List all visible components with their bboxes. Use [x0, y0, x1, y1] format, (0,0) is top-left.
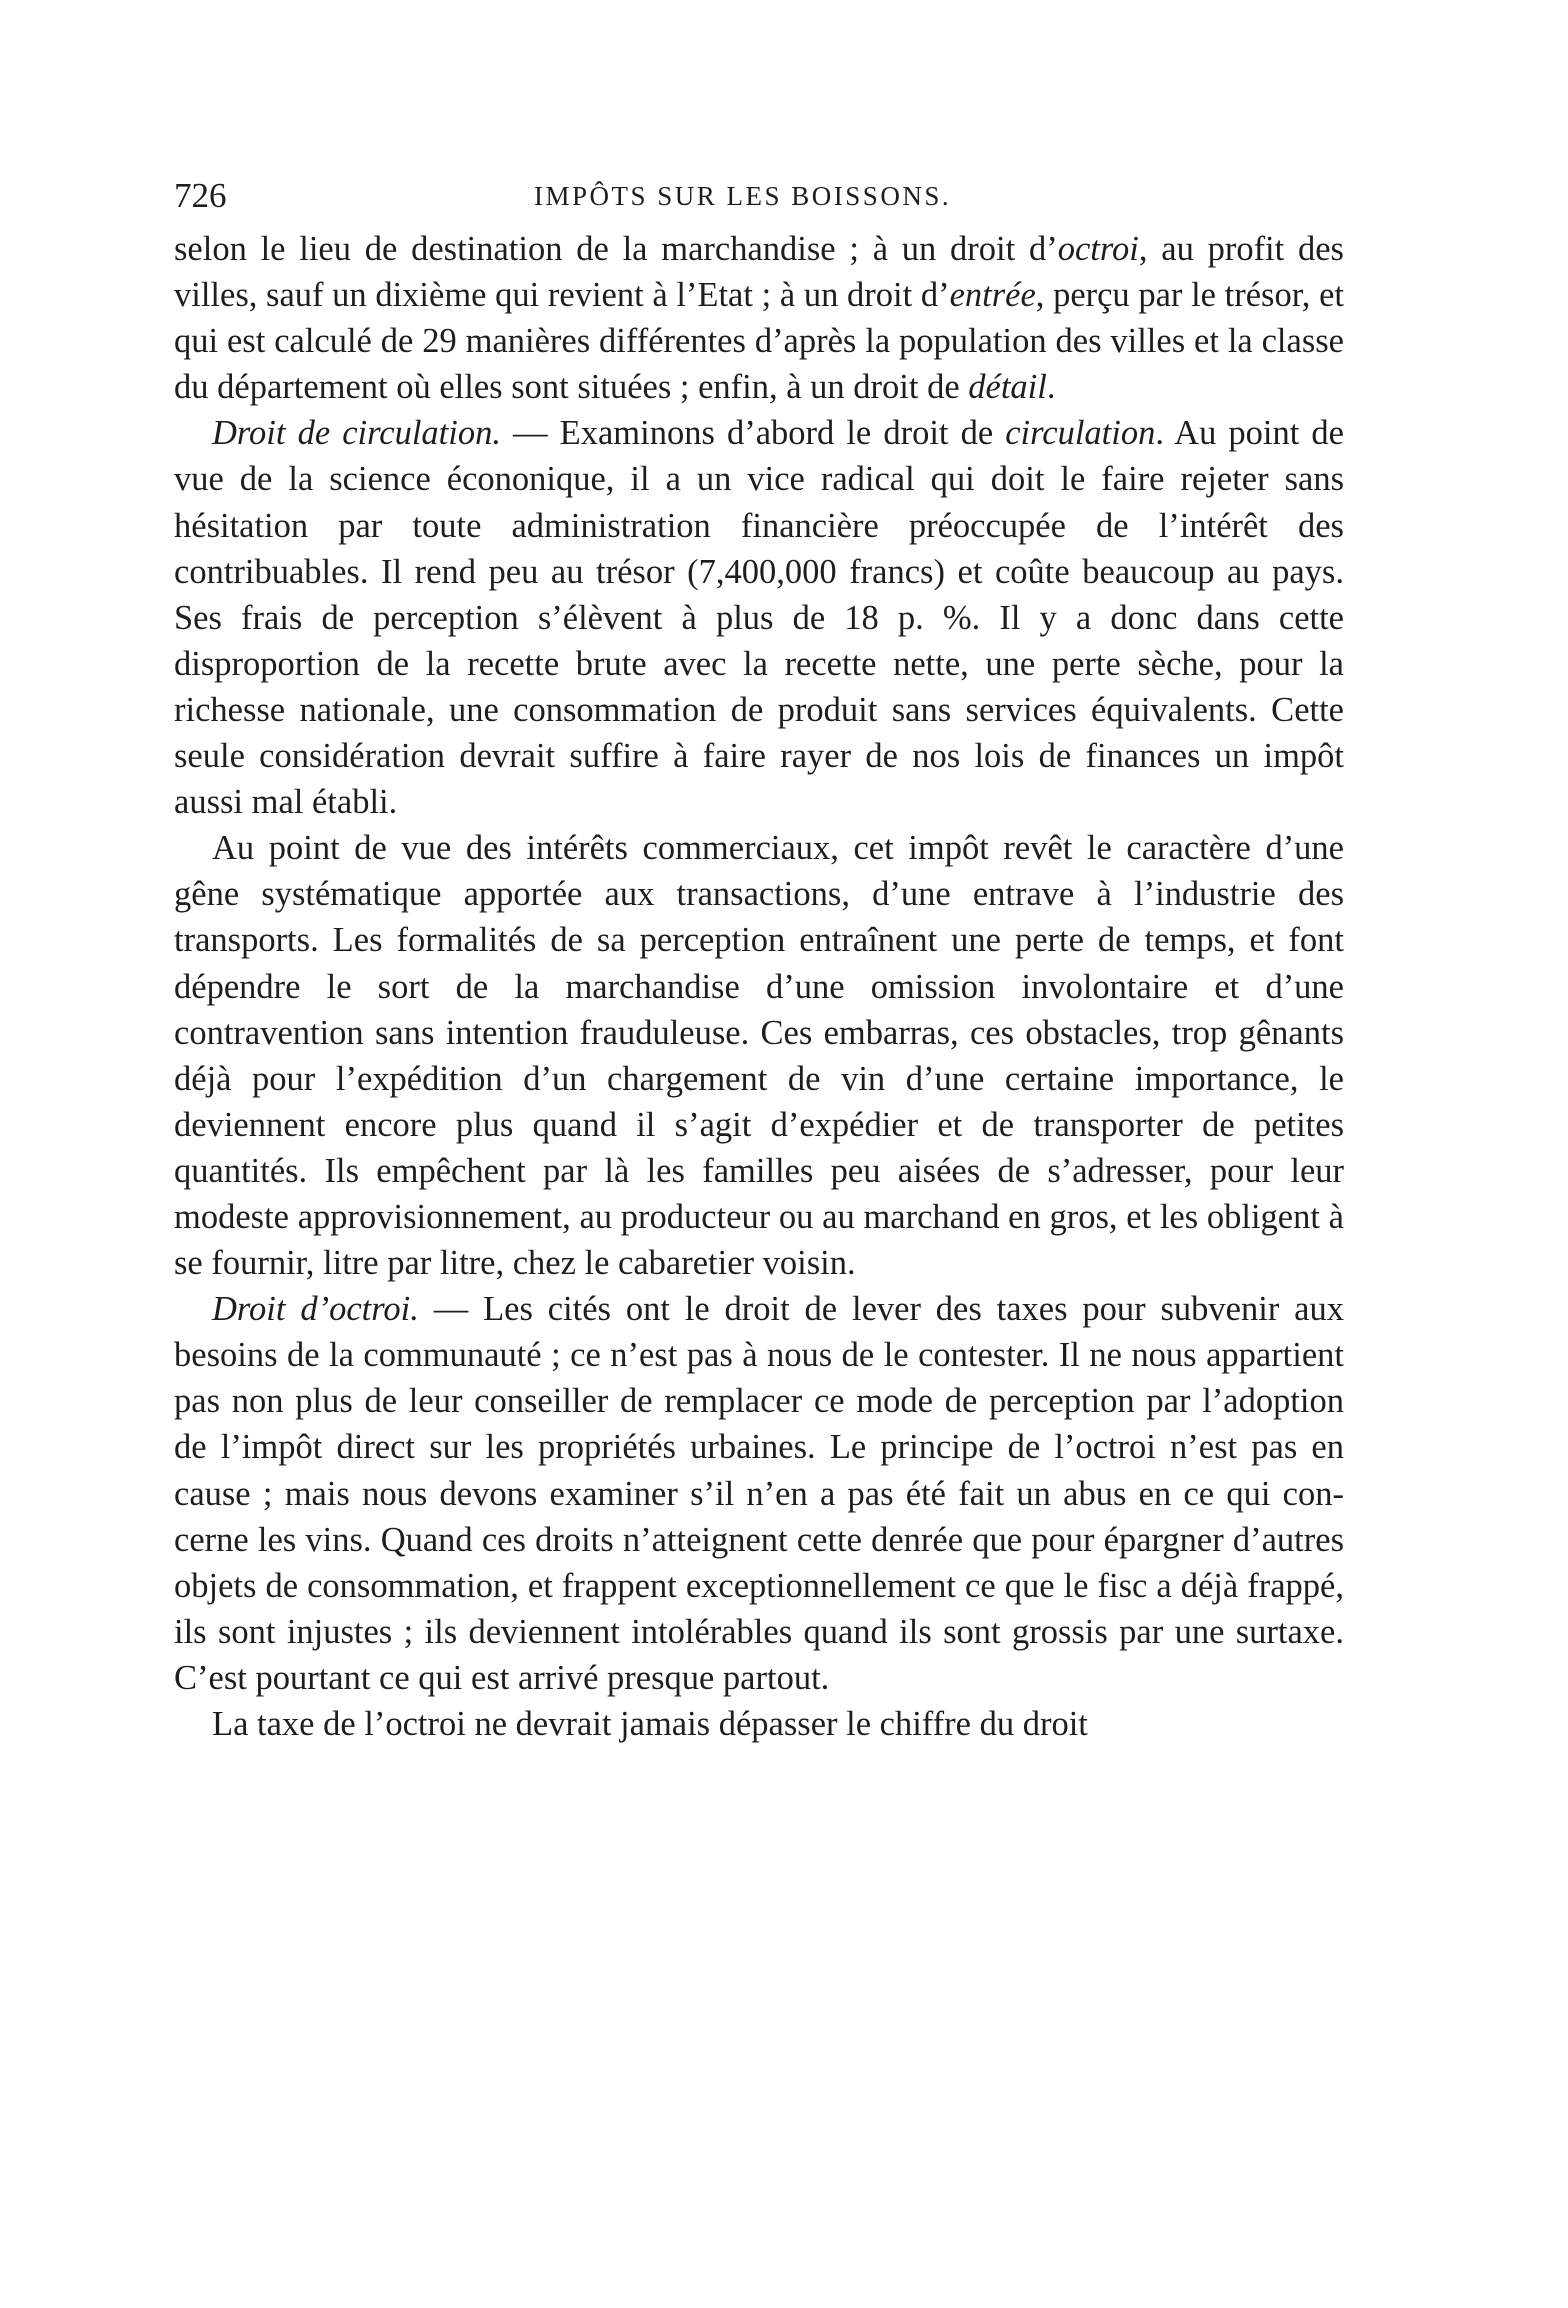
- text-segment: , perçu par le trésor, et qui est calculé de 29 manières différentes d’après la population des villes et la classe du département où elles sont situées ; enfin, à un droit de: [174, 276, 1344, 407]
- body-text: [174, 226, 1344, 1747]
- paragraph-droit-de-circulation: [174, 410, 1344, 825]
- text-segment: .: [1046, 368, 1056, 407]
- italic-term: octroi: [1057, 230, 1139, 268]
- text-segment: La taxe de l’octroi ne devrait jamais dépasser le chiffre du droit: [212, 1705, 1088, 1743]
- text-segment: Au point de vue des intérêts commerciaux, cet impôt revêt le caractère d’une gêne systématique apportée aux transactions, d’une entrave à l’industrie des transports. Les formalités de sa perception entraînent une perte de temps, et font dépendre le sort de la marchandise d’une omission involontaire et d’une contravention sans intention frauduleuse. Ces embarras, ces obstacles, trop gênants déjà pour l’expédition d’un chargement de vin d’une certaine importance, le deviennent encore plus quand il s’agit d’expédier et de transporter de petites quantités. Ils empêchent par là les familles peu aisées de s’adresser, pour leur modeste approvisionnement, au producteur ou au marchand en gros, et les obligent à se fournir, litre par litre, chez le cabaretier voisin.: [174, 829, 1344, 1283]
- text-segment: — Examinons d’abord le droit de: [500, 414, 1006, 453]
- text-segment: selon le lieu de destination de la marchandise ; à un droit d’: [174, 230, 1058, 268]
- text-segment: — Les cités ont le droit de lever des taxes pour subvenir aux besoins de la communauté ; ce n’est pas à nous de le contester. Il ne nous appartient pas non plus de leur conseiller de remplacer ce mode de perception par l’adoption de l’impôt direct sur les propriétés urbaines. Le principe de l’octroi n’est pas en cause ; mais nous devons examiner s’il n’en a pas été fait un abus en ce qui concerne les vins. Quand ces droits n’atteignent cette denrée que pour épargner d’autres objets de consommation, et frappent exceptionnellement ce que le fisc a déjà frappé, ils sont injustes ; ils deviennent intolérables quand ils sont grossis par une surtaxe. C’est pourtant ce qui est arrivé presque partout.: [174, 1290, 1344, 1697]
- running-title: IMPÔTS SUR LES BOISSONS.: [534, 181, 952, 211]
- paragraph-interets-commerciaux: [174, 825, 1344, 1286]
- italic-term: entrée: [949, 276, 1036, 315]
- italic-term: détail: [968, 368, 1047, 407]
- italic-term: circulation: [1005, 414, 1156, 453]
- section-heading: Droit d’octroi.: [212, 1290, 419, 1329]
- paragraph-taxe-de-l-octroi: [174, 1701, 1344, 1747]
- paragraph-droit-d-octroi: [174, 1286, 1344, 1701]
- page-header: [174, 170, 1344, 222]
- paragraph-continuation: [174, 226, 1344, 410]
- page-number: 726: [174, 176, 227, 215]
- text-segment: , au profit des villes, sauf un dixième qui revient à l’Etat ; à un droit d’: [174, 230, 1344, 315]
- text-segment: . Au point de vue de la science écononique, il a un vice radical qui doit le faire rejeter sans hésitation par toute administration financière préoccupée de l’intérêt des contribuables. Il rend peu au trésor (7,400,000 francs) et coûte beaucoup au pays. Ses frais de perception s’élèvent à plus de 18 p. %. Il y a donc dans cette disproportion de la recette brute avec la recette nette, une perte sèche, pour la richesse nationale, une consommation de produit sans services équivalents. Cette seule considération devrait suffire à faire rayer de nos lois de finances un impôt aussi mal établi.: [174, 414, 1344, 822]
- section-heading: Droit de circulation.: [212, 414, 501, 453]
